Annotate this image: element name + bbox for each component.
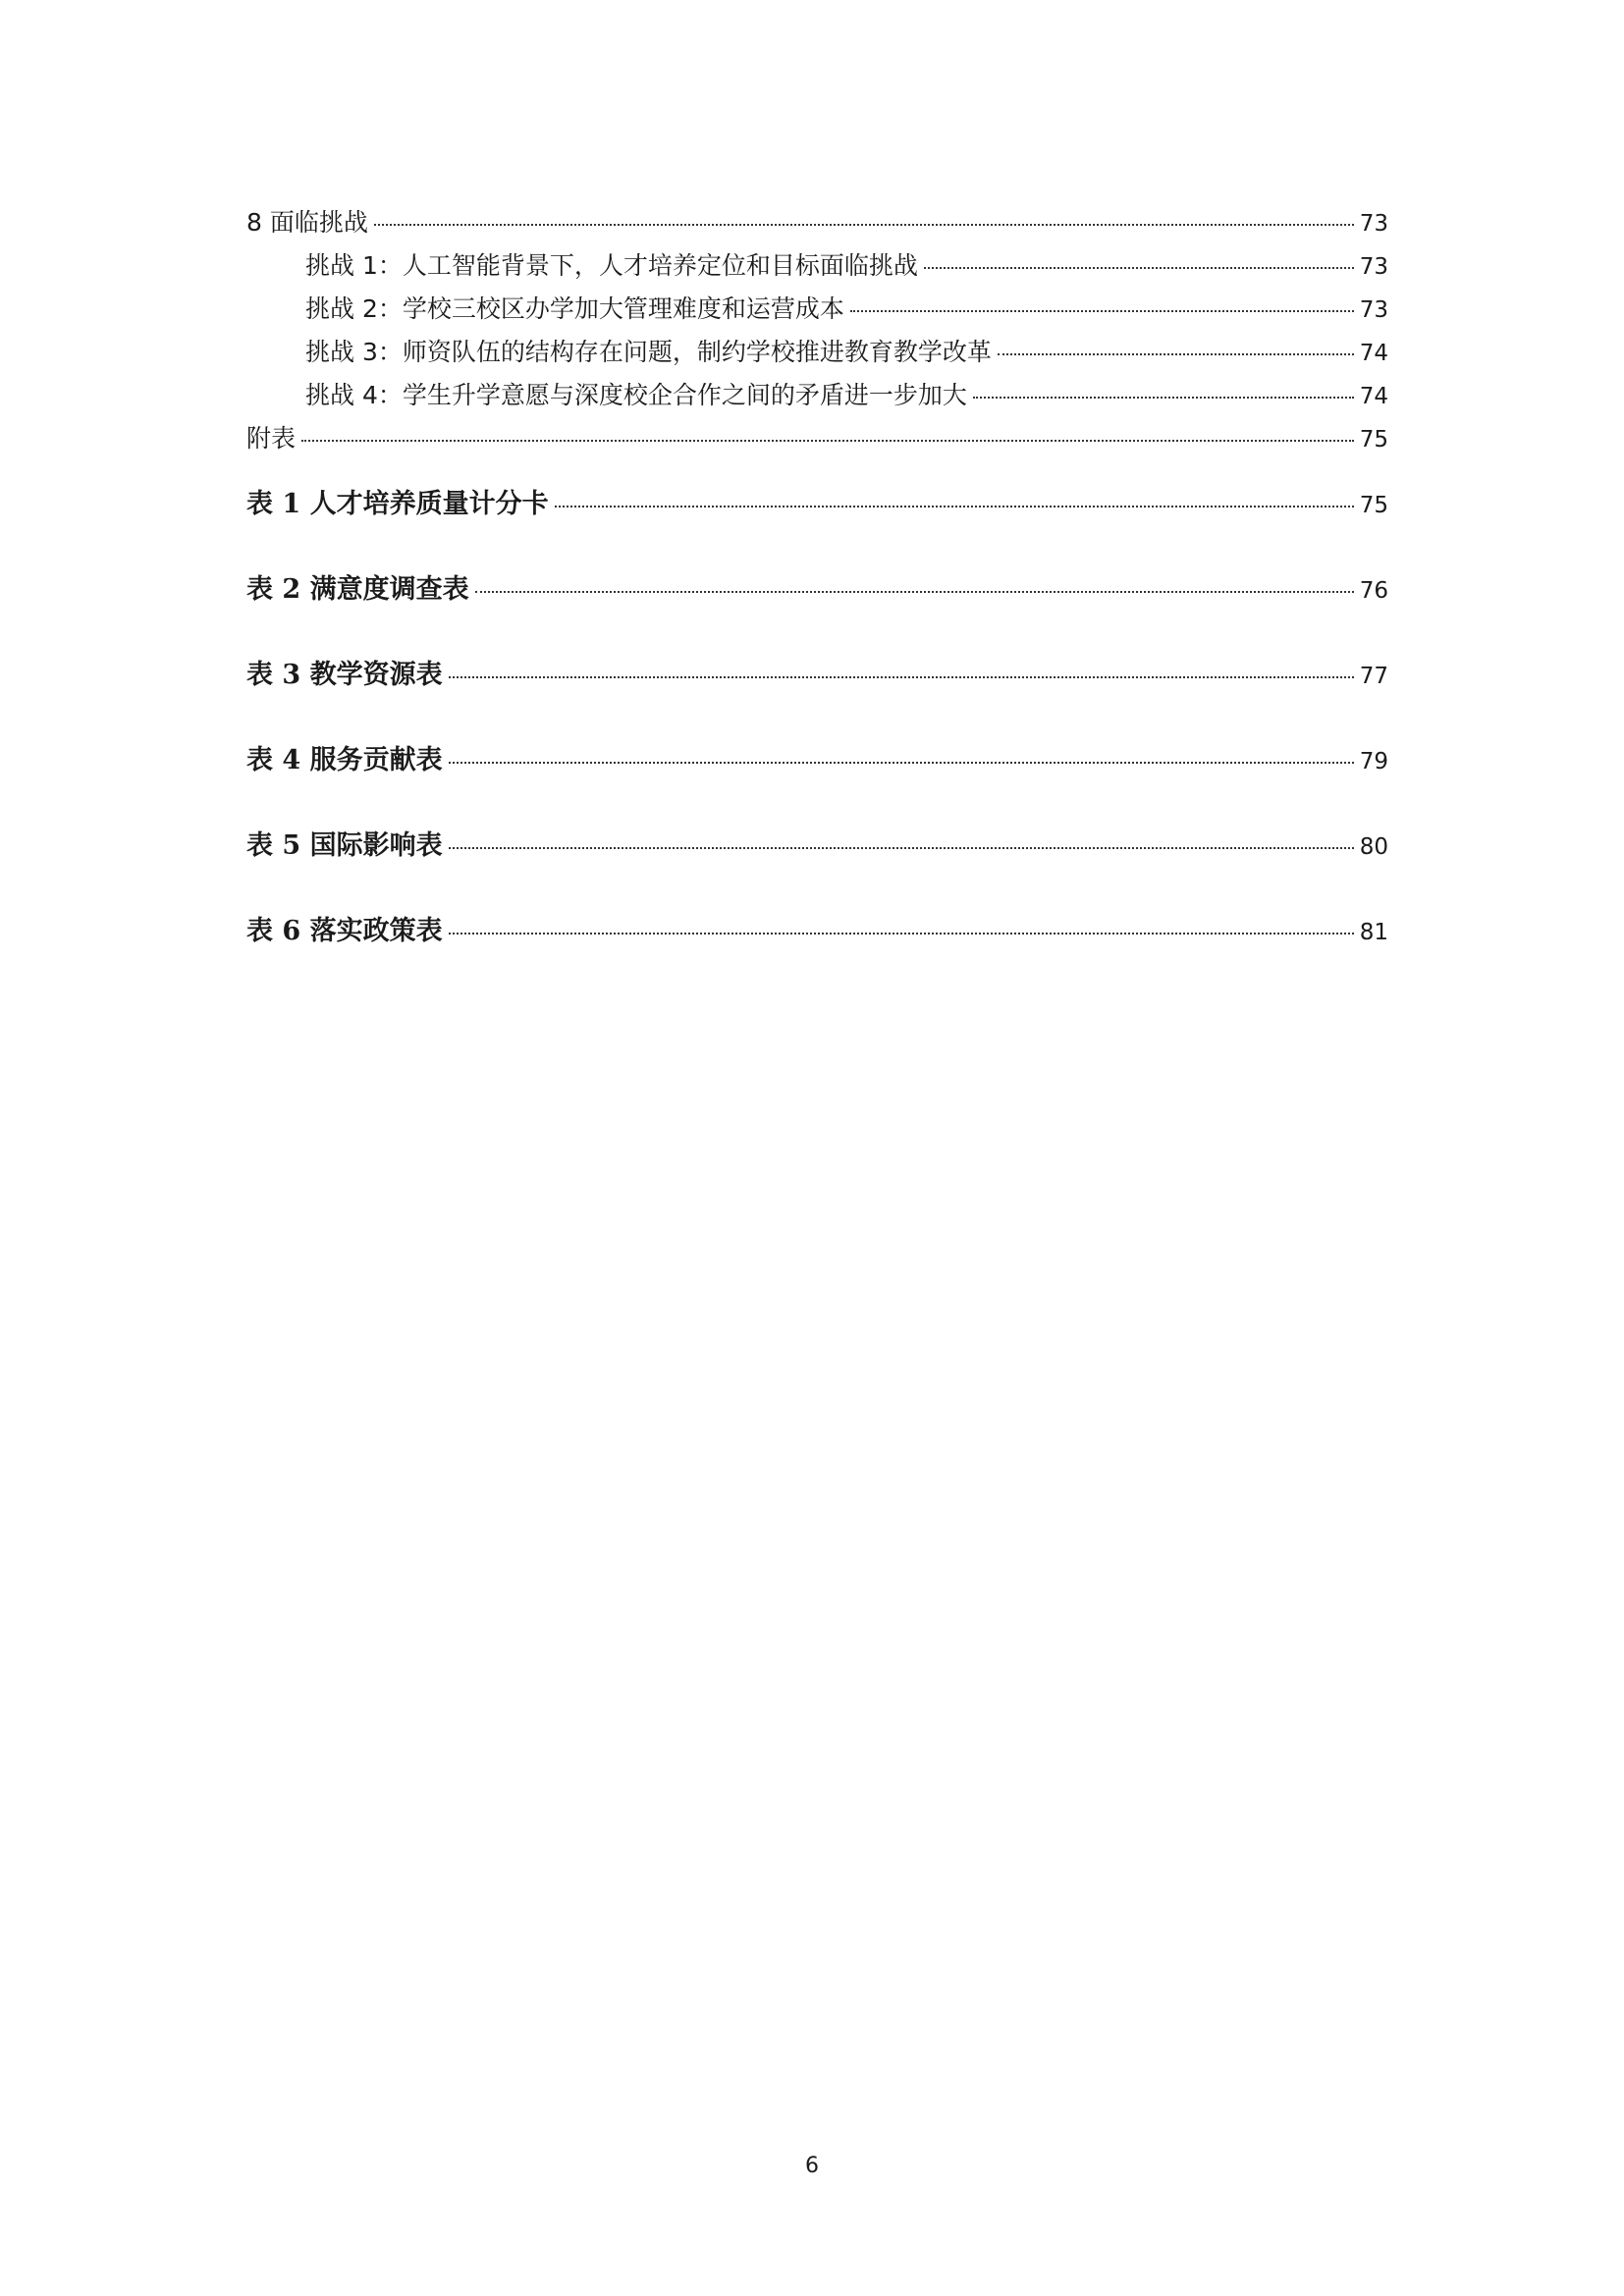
toc-dot-leader [998, 353, 1354, 355]
toc-dot-leader [475, 591, 1354, 593]
toc-entry-title: 表 5 国际影响表 [246, 830, 443, 861]
table-of-contents [246, 0, 1388, 982]
toc-entry-page: 74 [1359, 384, 1388, 409]
toc-entry-title: 挑战 3：师资队伍的结构存在问题，制约学校推进教育教学改革 [305, 338, 992, 366]
toc-dot-leader [449, 676, 1354, 678]
toc-entry-page: 75 [1359, 427, 1388, 453]
toc-dot-leader [449, 847, 1354, 849]
toc-entry-page: 74 [1359, 341, 1388, 366]
toc-entry-page: 81 [1359, 920, 1388, 945]
toc-dot-leader [555, 506, 1354, 507]
toc-entry-title: 8 面临挑战 [246, 208, 368, 237]
toc-dot-leader [449, 933, 1354, 934]
toc-dot-leader [301, 440, 1354, 442]
toc-entry-title: 挑战 2：学校三校区办学加大管理难度和运营成本 [305, 294, 844, 323]
toc-entry-table-4[interactable] [246, 738, 1388, 776]
toc-entry-table-2[interactable] [246, 567, 1388, 606]
toc-entry-page: 75 [1359, 493, 1388, 518]
toc-entry-title: 表 6 落实政策表 [246, 916, 443, 946]
toc-entry-table-6[interactable] [246, 909, 1388, 947]
toc-entry-page: 73 [1359, 297, 1388, 323]
toc-entry-title: 附表 [246, 424, 297, 453]
toc-dot-leader [850, 310, 1354, 312]
toc-entry-title: 表 1 人才培养质量计分卡 [246, 489, 549, 519]
toc-entry-page: 73 [1359, 211, 1388, 237]
toc-entry-title: 挑战 4：学生升学意愿与深度校企合作之间的矛盾进一步加大 [305, 381, 967, 409]
toc-dot-leader [924, 267, 1354, 269]
toc-entry-page: 79 [1359, 749, 1388, 774]
toc-entry-challenge-1[interactable] [246, 246, 1388, 282]
toc-entry-title: 表 3 教学资源表 [246, 660, 443, 690]
toc-entry-page: 77 [1359, 664, 1388, 689]
toc-dot-leader [449, 762, 1354, 764]
toc-entry-page: 80 [1359, 834, 1388, 860]
toc-dot-leader [374, 224, 1354, 226]
toc-entry-table-3[interactable] [246, 653, 1388, 691]
toc-entry-title: 表 4 服务贡献表 [246, 745, 443, 775]
toc-entry-challenge-3[interactable] [246, 333, 1388, 368]
toc-dot-leader [973, 397, 1354, 399]
page-number: 6 [805, 2154, 819, 2178]
toc-entry-title: 表 2 满意度调查表 [246, 574, 469, 605]
toc-entry-page: 76 [1359, 578, 1388, 604]
toc-entry-appendix[interactable] [246, 419, 1388, 454]
toc-entry-page: 73 [1359, 254, 1388, 280]
toc-entry-chapter-8[interactable] [246, 203, 1388, 239]
toc-entry-table-1[interactable] [246, 482, 1388, 520]
toc-entry-title: 挑战 1：人工智能背景下，人才培养定位和目标面临挑战 [305, 251, 918, 280]
toc-entry-table-5[interactable] [246, 824, 1388, 862]
toc-entry-challenge-2[interactable] [246, 290, 1388, 325]
toc-entry-challenge-4[interactable] [246, 376, 1388, 411]
